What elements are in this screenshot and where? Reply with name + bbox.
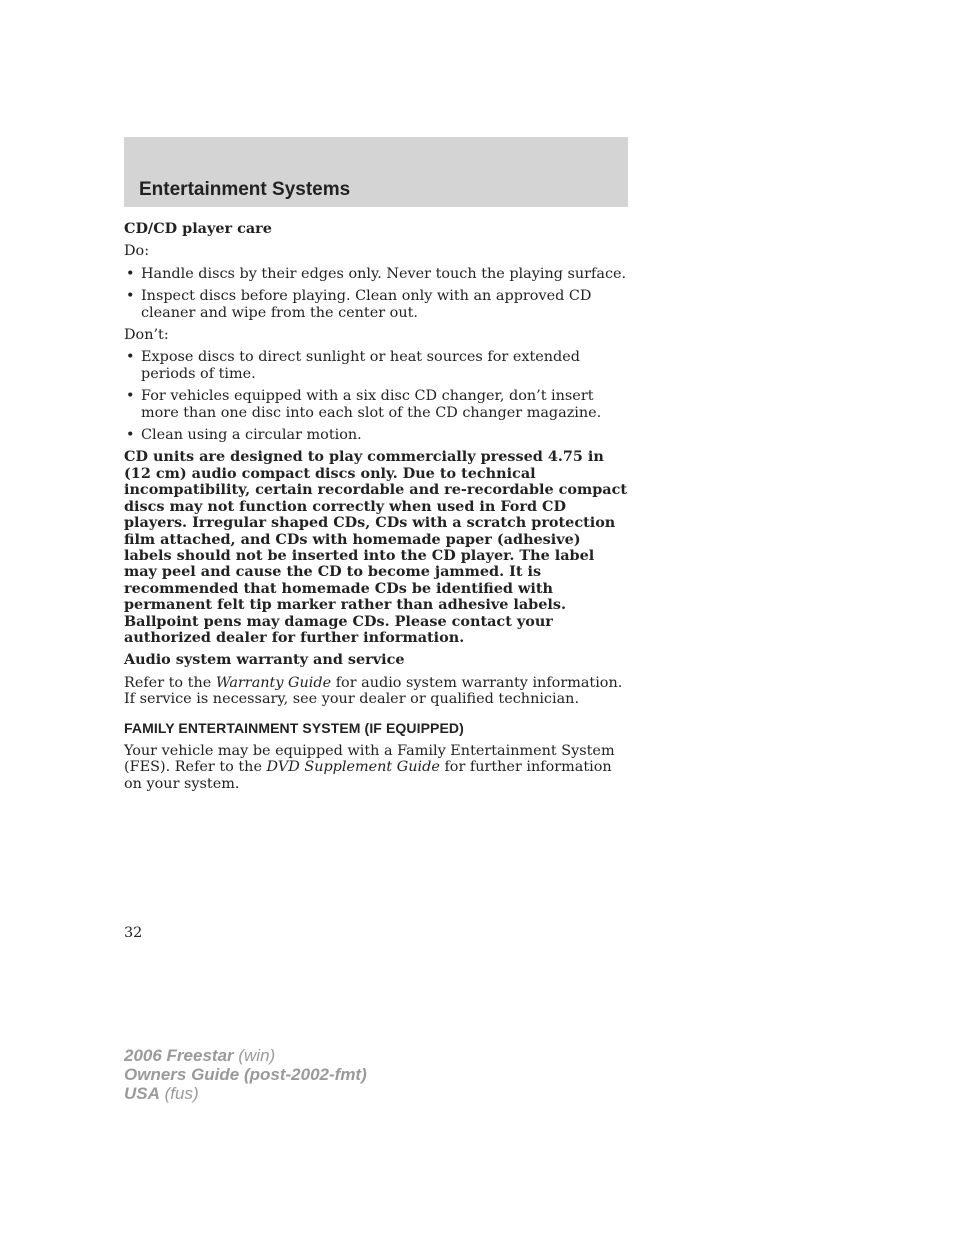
cd-compatibility-warning: CD units are designed to play commercially pressed 4.75 in (12 cm) audio compact discs only. Due to technical incompatibility, certain recordable and re-recordable compact discs may not function correctly when used in Ford CD players. Irregular shaped CDs, CDs with a scratch protection film attached, and CDs with homemade paper (adhesive) labels should not be inserted into the CD player. The label may peel and cause the CD to become jammed. It is recommended that homemade CDs be identified with permanent felt tip marker rather than adhesive labels. Ballpoint pens may damage CDs. Please contact your authorized dealer for further information. (124, 448, 628, 646)
warranty-paragraph: Refer to the Warranty Guide for audio system warranty information. If service is necessary, see your dealer or qualified technician. (124, 674, 623, 708)
list-item: • Clean using a circular motion. (126, 427, 362, 444)
page-number: 32 (124, 925, 143, 941)
document-footer (124, 1046, 367, 1103)
list-item: • Expose discs to direct sunlight or heat sources for extended periods of time. (126, 349, 580, 382)
page-content (124, 221, 630, 798)
bullet-glyph: • (126, 427, 135, 444)
footer-line-market: USA (fus) (124, 1084, 199, 1103)
footer-line-model: 2006 Freestar (win) (124, 1046, 276, 1065)
bullet-glyph: • (126, 265, 135, 282)
list-item: • For vehicles equipped with a six disc CD changer, don’t insert more than one disc into each slot of the CD changer magazine. (126, 388, 602, 421)
footer-line-guide: Owners Guide (post-2002-fmt) (124, 1065, 367, 1084)
do-label: Do: (124, 243, 150, 260)
fes-paragraph: Your vehicle may be equipped with a Family Entertainment System (FES). Refer to the DVD Supplement Guide for further information on your system. (124, 742, 615, 792)
section-header-band (124, 137, 628, 207)
section-title: Entertainment Systems (139, 179, 351, 200)
bullet-glyph: • (126, 288, 135, 305)
do-list (124, 266, 630, 321)
dont-list (124, 349, 630, 443)
bullet-glyph: • (126, 388, 135, 405)
list-item: • Handle discs by their edges only. Never touch the playing surface. (126, 265, 627, 282)
warranty-guide-reference: Warranty Guide (215, 674, 332, 691)
warranty-heading: Audio system warranty and service (124, 651, 405, 669)
fes-heading: FAMILY ENTERTAINMENT SYSTEM (IF EQUIPPED) (124, 719, 464, 736)
cd-care-heading: CD/CD player care (124, 220, 272, 237)
dvd-guide-reference: DVD Supplement Guide (266, 759, 440, 776)
bullet-glyph: • (126, 349, 135, 366)
list-item: • Inspect discs before playing. Clean only with an approved CD cleaner and wipe from the center out. (126, 288, 592, 321)
dont-label: Don’t: (124, 327, 169, 344)
